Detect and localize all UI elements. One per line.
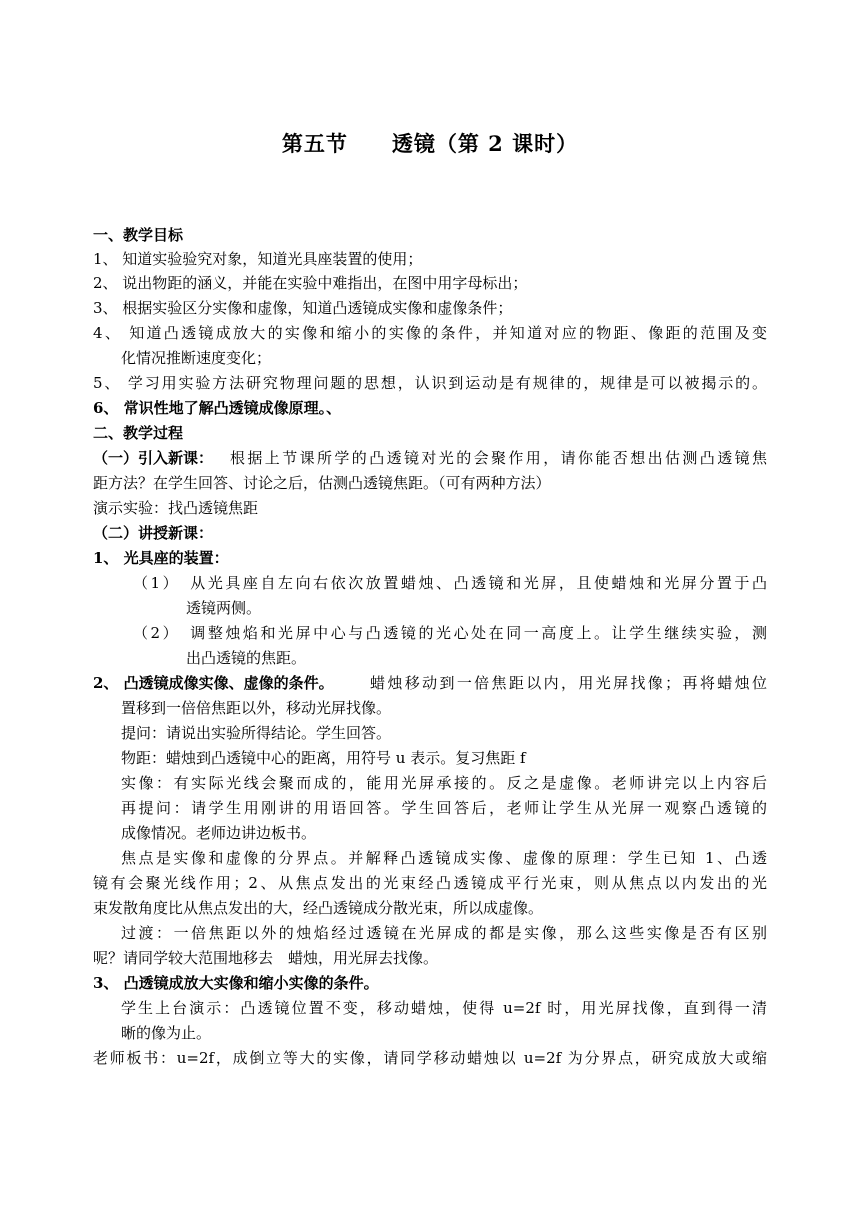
section-1-heading: 1、 光具座的装置： xyxy=(93,549,229,567)
section-2-text: 蜡烛移动到一倍焦距以内，用光屏找像；再将蜡烛位 xyxy=(370,674,767,692)
demo-experiment: 演示实验：找凸透镜焦距 xyxy=(93,499,259,517)
real-image-text-2: 再提问：请学生用刚讲的用语回答。学生回答后，老师让学生从光屏一观察凸透镜的 xyxy=(121,799,767,817)
transition-paragraph-2: 呢？请同学较大范围地移去 蜡烛，用光屏去找像。 xyxy=(93,949,439,967)
section-3-heading: 3、 凸透镜成放大实像和缩小实像的条件。 xyxy=(93,974,379,992)
setup-step-2: （2） 调整烛焰和光屏中心与凸透镜的光心处在同一高度上。让学生继续实验，测 xyxy=(133,624,767,642)
intro-text: 根据上节课所学的凸透镜对光的会聚作用，请你能否想出估测凸透镜焦 xyxy=(230,449,767,467)
real-image-text-3: 成像情况。老师边讲边板书。 xyxy=(121,824,317,842)
focus-paragraph: 焦点是实像和虚像的分界点。并解释凸透镜成实像、虚像的原理：学生已知 1、凸透 xyxy=(121,849,767,867)
goal-item-5: 5、 学习用实验方法研究物理问题的思想，认识到运动是有规律的，规律是可以被揭示的。 xyxy=(93,374,767,392)
student-demo-text-2: 晰的像为止。 xyxy=(121,1024,212,1042)
setup-step-1-cont: 透镜两侧。 xyxy=(186,599,262,617)
object-distance-text: 物距：蜡烛到凸透镜中心的距离，用符号 u 表示。复习焦距 f xyxy=(121,749,526,767)
teacher-board-text: 老师板书：u=2f，成倒立等大的实像，请同学移动蜡烛以 u=2f 为分界点，研究成放大或缩 xyxy=(93,1049,767,1067)
goal-item-4: 4、 知道凸透镜成放大的实像和缩小的实像的条件，并知道对应的物距、像距的范围及变 xyxy=(93,324,767,342)
heading-teaching-goals: 一、教学目标 xyxy=(93,226,184,244)
transition-paragraph: 过渡：一倍焦距以外的烛焰经过透镜在光屏成的都是实像，那么这些实像是否有区别 xyxy=(121,924,767,942)
goal-item-1: 1、 知道实验验究对象，知道光具座装置的使用； xyxy=(93,250,423,268)
goal-item-2: 2、 说出物距的涵义，并能在实验中难指出，在图中用字母标出； xyxy=(93,274,528,292)
setup-step-2-cont: 出凸透镜的焦距。 xyxy=(186,649,307,667)
student-demo-text: 学生上台演示：凸透镜位置不变，移动蜡烛，使得 u=2f 时，用光屏找像，直到得一清 xyxy=(121,999,767,1017)
goal-item-3: 3、 根据实验区分实像和虚像，知道凸透镜成实像和虚像条件； xyxy=(93,299,513,317)
subheading-new-lesson: （二）讲授新课： xyxy=(93,524,214,542)
section-2-heading: 2、 凸透镜成像实像、虚像的条件。 xyxy=(93,674,334,692)
focus-paragraph-2: 镜有会聚光线作用；2、从焦点发出的光束经凸透镜成平行光束，则从焦点以内发出的光 xyxy=(93,874,767,892)
focus-paragraph-3: 束发散角度比从焦点发出的大，经凸透镜成分散光束，所以成虚像。 xyxy=(93,899,544,917)
page-title: 第五节 透镜（第 2 课时） xyxy=(281,131,579,156)
heading-teaching-process: 二、教学过程 xyxy=(93,424,184,442)
section-2-text-cont: 置移到一倍倍焦距以外，移动光屏找像。 xyxy=(121,699,392,717)
subheading-intro: （一）引入新课： xyxy=(93,449,214,467)
setup-step-1: （1） 从光具座自左向右依次放置蜡烛、凸透镜和光屏，且使蜡烛和光屏分置于凸 xyxy=(133,574,767,592)
intro-text-cont: 距方法？在学生回答、讨论之后，估测凸透镜焦距。（可有两种方法） xyxy=(93,474,551,492)
question-text: 提问：请说出实验所得结论。学生回答。 xyxy=(121,724,392,742)
goal-item-4-cont: 化情况推断速度变化； xyxy=(121,349,272,367)
real-image-text: 实像：有实际光线会聚而成的，能用光屏承接的。反之是虚像。老师讲完以上内容后 xyxy=(121,774,767,792)
goal-item-6: 6、 常识性地了解凸透镜成像原理。、 xyxy=(93,399,342,417)
